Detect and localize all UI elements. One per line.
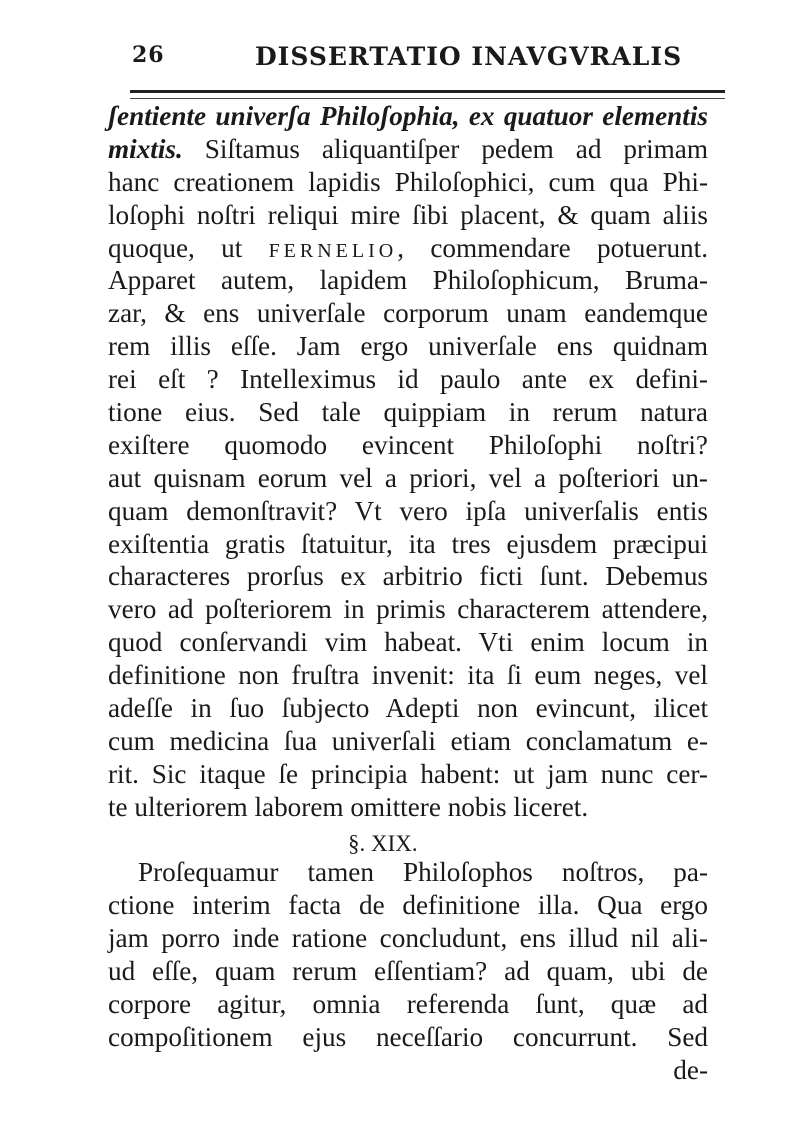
text-line bbox=[108, 133, 708, 166]
text-segment: rei eſt ? Intelleximus id paulo ante ex defini- bbox=[108, 364, 708, 395]
text-segment: definitione non fruſtra invenit: ita ſi eum neges, vel bbox=[108, 660, 708, 691]
text-segment: ud eſſe, quam rerum eſſentiam? ad quam, ubi de bbox=[108, 956, 708, 987]
text-line bbox=[108, 264, 708, 297]
text-line bbox=[108, 462, 708, 495]
text-line bbox=[108, 791, 708, 824]
text-segment: quod conſervandi vim habeat. Vti enim locum in bbox=[108, 627, 708, 658]
running-head: DISSERTATIO INAVGVRALIS bbox=[255, 42, 683, 71]
page-number: 26 bbox=[132, 42, 165, 68]
text-segment: vero ad poſteriorem in primis characterem attendere, bbox=[108, 594, 708, 625]
text-segment: adeſſe in ſuo ſubjecto Adepti non evincunt, ilicet bbox=[108, 693, 708, 724]
text-segment: Proſequamur tamen Philoſophos noſtros, pa- bbox=[138, 857, 708, 888]
text-line bbox=[108, 593, 708, 626]
italic-text: mixtis. bbox=[108, 133, 183, 164]
header-rule bbox=[130, 90, 725, 99]
text-line bbox=[108, 528, 708, 561]
text-line bbox=[108, 199, 708, 232]
text-segment: exiſtentia gratis ſtatuitur, ita tres ejusdem præcipui bbox=[108, 528, 708, 559]
text-segment: hanc creationem lapidis Philoſophici, cum qua Phi- bbox=[108, 166, 708, 197]
text-segment: te ulteriorem laborem omittere nobis liceret. bbox=[108, 791, 589, 822]
text-line bbox=[108, 100, 708, 133]
text-segment: exiſtere quomodo evincent Philoſophi noſtri? bbox=[108, 429, 708, 460]
text-segment: , commendare potuerunt. bbox=[397, 232, 708, 263]
text-segment: Apparet autem, lapidem Philoſophicum, Bruma- bbox=[108, 265, 708, 296]
text-segment: quam demonſtravit? Vt vero ipſa univerſalis entis bbox=[108, 495, 708, 526]
text-line bbox=[108, 396, 708, 429]
text-line bbox=[108, 889, 708, 922]
text-segment: rem illis eſſe. Jam ergo univerſale ens quidnam bbox=[108, 331, 708, 362]
text-segment: loſophi noſtri reliqui mire ſibi placent, & quam aliis bbox=[108, 199, 708, 230]
text-line bbox=[108, 758, 708, 791]
text-line bbox=[108, 659, 708, 692]
text-line bbox=[108, 922, 708, 955]
section-heading: §. XIX. bbox=[348, 830, 418, 856]
body-text bbox=[108, 100, 708, 1087]
text-line bbox=[108, 955, 708, 988]
text-segment: de- bbox=[673, 1054, 708, 1085]
text-segment: corpore agitur, omnia referenda ſunt, quæ ad bbox=[108, 989, 708, 1020]
text-line bbox=[108, 856, 708, 889]
text-line bbox=[108, 429, 708, 462]
text-line bbox=[108, 330, 708, 363]
text-line bbox=[108, 725, 708, 758]
text-segment: jam porro inde ratione concludunt, ens illud nil ali- bbox=[108, 923, 708, 954]
text-line bbox=[108, 692, 708, 725]
text-line bbox=[108, 495, 708, 528]
text-line bbox=[108, 232, 708, 265]
text-segment: aut quisnam eorum vel a priori, vel a poſteriori un- bbox=[108, 462, 708, 493]
text-segment: ctione interim facta de definitione illa. Qua ergo bbox=[108, 890, 708, 921]
text-segment: Siſtamus aliquantiſper pedem ad primam bbox=[182, 133, 708, 164]
text-segment: characteres prorſus ex arbitrio ficti ſunt. Debemus bbox=[108, 561, 708, 592]
text-line bbox=[108, 1021, 708, 1054]
text-line bbox=[108, 988, 708, 1021]
text-line bbox=[108, 626, 708, 659]
text-segment: rit. Sic itaque ſe principia habent: ut jam nunc cer- bbox=[108, 758, 708, 789]
italic-text: ʃentiente univerʃa Philoʃophia, ex quatuor elementis bbox=[108, 101, 708, 131]
text-line bbox=[108, 297, 708, 330]
text-line bbox=[108, 166, 708, 199]
small-caps-name: FERNELIO bbox=[268, 239, 398, 262]
page-header bbox=[120, 42, 720, 74]
text-segment: quoque, ut bbox=[108, 232, 269, 263]
text-segment: tione eius. Sed tale quippiam in rerum natura bbox=[108, 397, 708, 428]
text-line bbox=[108, 1054, 708, 1087]
text-line bbox=[108, 560, 708, 593]
text-line bbox=[108, 363, 708, 396]
text-segment: compoſitionem ejus neceſſario concurrunt. Sed bbox=[108, 1021, 708, 1052]
text-segment: zar, & ens univerſale corporum unam eandemque bbox=[108, 298, 708, 329]
text-segment: cum medicina ſua univerſali etiam conclamatum e- bbox=[108, 725, 708, 756]
